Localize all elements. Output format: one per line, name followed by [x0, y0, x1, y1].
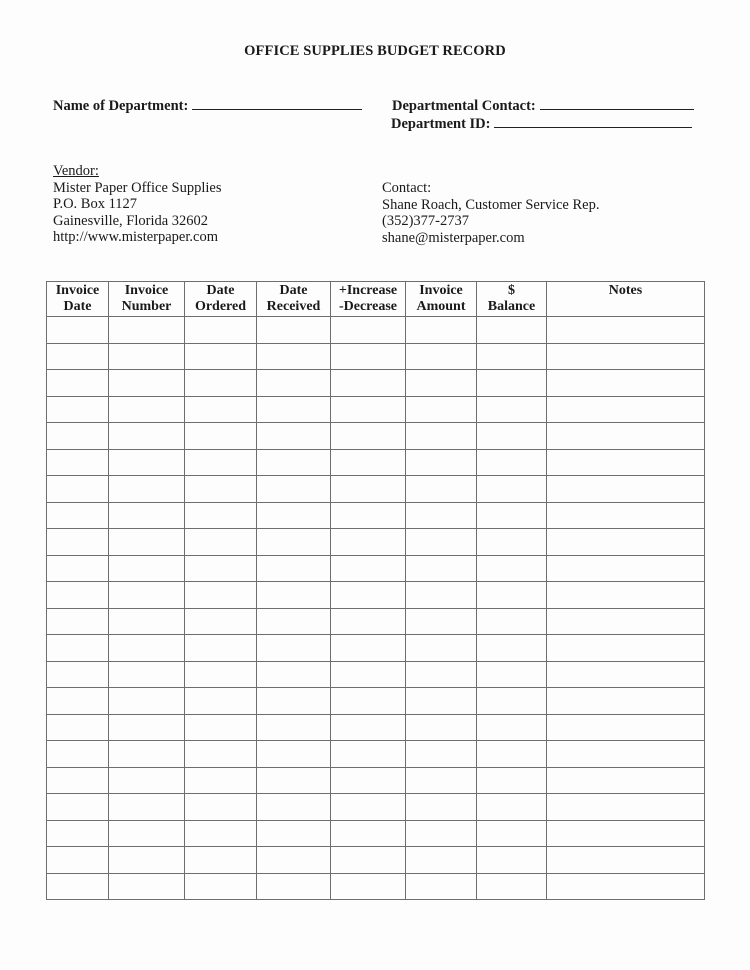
cell-invoice-number[interactable] [109, 794, 185, 821]
cell-invoice-number[interactable] [109, 555, 185, 582]
cell-date-received[interactable] [257, 555, 331, 582]
cell-date-received[interactable] [257, 476, 331, 503]
cell-balance[interactable] [477, 608, 547, 635]
cell-increase-decrease[interactable] [331, 635, 406, 662]
cell-balance[interactable] [477, 661, 547, 688]
table-row [47, 794, 705, 821]
cell-invoice-number[interactable] [109, 714, 185, 741]
cell-invoice-amount[interactable] [406, 529, 477, 556]
vendor-address-line1: P.O. Box 1127 [53, 196, 138, 212]
cell-date-received[interactable] [257, 449, 331, 476]
cell-date-received[interactable] [257, 714, 331, 741]
cell-notes[interactable] [547, 396, 705, 423]
cell-invoice-amount[interactable] [406, 661, 477, 688]
cell-date-ordered[interactable] [185, 423, 257, 450]
column-header-invoice-date: Invoice Date [47, 282, 109, 317]
cell-balance[interactable] [477, 502, 547, 529]
cell-increase-decrease[interactable] [331, 449, 406, 476]
cell-balance[interactable] [477, 873, 547, 900]
cell-date-ordered[interactable] [185, 396, 257, 423]
cell-increase-decrease[interactable] [331, 476, 406, 503]
cell-notes[interactable] [547, 555, 705, 582]
table-row [47, 317, 705, 344]
cell-increase-decrease[interactable] [331, 847, 406, 874]
cell-date-ordered[interactable] [185, 502, 257, 529]
cell-date-ordered[interactable] [185, 555, 257, 582]
cell-invoice-number[interactable] [109, 449, 185, 476]
table-row [47, 555, 705, 582]
table-row [47, 741, 705, 768]
cell-date-ordered[interactable] [185, 449, 257, 476]
cell-invoice-amount[interactable] [406, 873, 477, 900]
cell-increase-decrease[interactable] [331, 502, 406, 529]
cell-increase-decrease[interactable] [331, 820, 406, 847]
column-header-balance: $ Balance [477, 282, 547, 317]
cell-increase-decrease[interactable] [331, 688, 406, 715]
cell-balance[interactable] [477, 635, 547, 662]
cell-date-received[interactable] [257, 847, 331, 874]
cell-invoice-date[interactable] [47, 820, 109, 847]
cell-invoice-number[interactable] [109, 476, 185, 503]
table-row [47, 608, 705, 635]
cell-invoice-date[interactable] [47, 317, 109, 344]
department-id-field [391, 114, 692, 133]
cell-date-ordered[interactable] [185, 847, 257, 874]
cell-invoice-number[interactable] [109, 608, 185, 635]
table-row [47, 502, 705, 529]
cell-date-received[interactable] [257, 582, 331, 609]
cell-date-received[interactable] [257, 502, 331, 529]
cell-invoice-amount[interactable] [406, 794, 477, 821]
table-row [47, 688, 705, 715]
cell-invoice-date[interactable] [47, 555, 109, 582]
cell-increase-decrease[interactable] [331, 317, 406, 344]
table-row [47, 370, 705, 397]
table-row [47, 661, 705, 688]
cell-invoice-amount[interactable] [406, 370, 477, 397]
table-row [47, 423, 705, 450]
cell-invoice-amount[interactable] [406, 608, 477, 635]
cell-invoice-number[interactable] [109, 423, 185, 450]
cell-notes[interactable] [547, 582, 705, 609]
cell-invoice-amount[interactable] [406, 820, 477, 847]
table-body [47, 317, 705, 900]
vendor-name: Mister Paper Office Supplies [53, 179, 222, 196]
cell-date-received[interactable] [257, 608, 331, 635]
cell-invoice-number[interactable] [109, 820, 185, 847]
cell-balance[interactable] [477, 529, 547, 556]
cell-notes[interactable] [547, 608, 705, 635]
cell-increase-decrease[interactable] [331, 423, 406, 450]
cell-date-ordered[interactable] [185, 794, 257, 821]
cell-invoice-number[interactable] [109, 688, 185, 715]
table-row [47, 449, 705, 476]
cell-date-received[interactable] [257, 423, 331, 450]
contact-email: shane@misterpaper.com [382, 229, 525, 246]
cell-date-ordered[interactable] [185, 608, 257, 635]
cell-increase-decrease[interactable] [331, 582, 406, 609]
cell-notes[interactable] [547, 741, 705, 768]
cell-increase-decrease[interactable] [331, 714, 406, 741]
table-row [47, 714, 705, 741]
cell-invoice-number[interactable] [109, 661, 185, 688]
cell-increase-decrease[interactable] [331, 529, 406, 556]
departmental-contact-label: Departmental Contact: [392, 98, 536, 114]
vendor-heading: Vendor: [53, 163, 99, 179]
cell-invoice-amount[interactable] [406, 847, 477, 874]
cell-date-received[interactable] [257, 873, 331, 900]
cell-invoice-number[interactable] [109, 847, 185, 874]
cell-invoice-amount[interactable] [406, 423, 477, 450]
cell-date-received[interactable] [257, 529, 331, 556]
cell-invoice-number[interactable] [109, 741, 185, 768]
cell-balance[interactable] [477, 317, 547, 344]
cell-notes[interactable] [547, 794, 705, 821]
cell-invoice-amount[interactable] [406, 767, 477, 794]
cell-balance[interactable] [477, 476, 547, 503]
cell-date-ordered[interactable] [185, 529, 257, 556]
vendor-website: http://www.misterpaper.com [53, 229, 218, 245]
cell-invoice-amount[interactable] [406, 449, 477, 476]
cell-date-ordered[interactable] [185, 343, 257, 370]
cell-balance[interactable] [477, 343, 547, 370]
cell-date-ordered[interactable] [185, 317, 257, 344]
cell-invoice-number[interactable] [109, 343, 185, 370]
cell-date-ordered[interactable] [185, 635, 257, 662]
cell-invoice-date[interactable] [47, 688, 109, 715]
cell-invoice-number[interactable] [109, 370, 185, 397]
cell-invoice-amount[interactable] [406, 582, 477, 609]
contact-block [382, 180, 599, 246]
departmental-contact-input[interactable] [540, 96, 694, 110]
cell-date-received[interactable] [257, 688, 331, 715]
column-header-notes: Notes [547, 282, 705, 317]
column-header-increase-decrease: +Increase -Decrease [331, 282, 406, 317]
cell-increase-decrease[interactable] [331, 370, 406, 397]
cell-notes[interactable] [547, 714, 705, 741]
cell-date-ordered[interactable] [185, 688, 257, 715]
table-row [47, 873, 705, 900]
cell-notes[interactable] [547, 343, 705, 370]
cell-invoice-date[interactable] [47, 502, 109, 529]
cell-date-received[interactable] [257, 820, 331, 847]
cell-invoice-date[interactable] [47, 794, 109, 821]
cell-notes[interactable] [547, 688, 705, 715]
cell-increase-decrease[interactable] [331, 661, 406, 688]
cell-notes[interactable] [547, 502, 705, 529]
cell-invoice-date[interactable] [47, 343, 109, 370]
cell-invoice-date[interactable] [47, 767, 109, 794]
cell-invoice-number[interactable] [109, 767, 185, 794]
cell-date-received[interactable] [257, 767, 331, 794]
cell-date-received[interactable] [257, 741, 331, 768]
column-header-invoice-number: Invoice Number [109, 282, 185, 317]
cell-invoice-date[interactable] [47, 582, 109, 609]
cell-invoice-date[interactable] [47, 741, 109, 768]
cell-invoice-amount[interactable] [406, 555, 477, 582]
cell-balance[interactable] [477, 688, 547, 715]
cell-invoice-amount[interactable] [406, 476, 477, 503]
table-row [47, 767, 705, 794]
cell-balance[interactable] [477, 396, 547, 423]
cell-date-ordered[interactable] [185, 714, 257, 741]
vendor-block [53, 163, 221, 246]
table-row [47, 635, 705, 662]
cell-invoice-number[interactable] [109, 396, 185, 423]
cell-notes[interactable] [547, 847, 705, 874]
cell-date-received[interactable] [257, 794, 331, 821]
table-row [47, 396, 705, 423]
cell-increase-decrease[interactable] [331, 396, 406, 423]
cell-date-ordered[interactable] [185, 741, 257, 768]
cell-invoice-date[interactable] [47, 423, 109, 450]
cell-invoice-date[interactable] [47, 449, 109, 476]
cell-balance[interactable] [477, 582, 547, 609]
cell-invoice-date[interactable] [47, 635, 109, 662]
cell-invoice-number[interactable] [109, 582, 185, 609]
cell-invoice-amount[interactable] [406, 741, 477, 768]
cell-date-received[interactable] [257, 396, 331, 423]
table-row [47, 820, 705, 847]
column-header-date-ordered: Date Ordered [185, 282, 257, 317]
vendor-address-line2: Gainesville, Florida 32602 [53, 212, 209, 229]
cell-balance[interactable] [477, 794, 547, 821]
cell-invoice-date[interactable] [47, 873, 109, 900]
department-id-input[interactable] [494, 114, 692, 128]
cell-notes[interactable] [547, 529, 705, 556]
cell-date-ordered[interactable] [185, 661, 257, 688]
table-header-row [47, 282, 705, 317]
cell-notes[interactable] [547, 873, 705, 900]
cell-invoice-date[interactable] [47, 476, 109, 503]
cell-date-ordered[interactable] [185, 767, 257, 794]
cell-date-ordered[interactable] [185, 476, 257, 503]
cell-invoice-date[interactable] [47, 396, 109, 423]
table-row [47, 343, 705, 370]
cell-invoice-amount[interactable] [406, 317, 477, 344]
table-row [47, 476, 705, 503]
table-row [47, 847, 705, 874]
contact-heading: Contact: [382, 180, 432, 196]
cell-invoice-date[interactable] [47, 847, 109, 874]
cell-invoice-amount[interactable] [406, 343, 477, 370]
cell-invoice-number[interactable] [109, 317, 185, 344]
cell-balance[interactable] [477, 423, 547, 450]
table-row [47, 582, 705, 609]
department-name-field [53, 96, 362, 115]
departmental-contact-field [392, 96, 694, 115]
department-name-input[interactable] [192, 96, 362, 110]
department-id-label: Department ID: [391, 116, 491, 132]
cell-balance[interactable] [477, 767, 547, 794]
cell-invoice-amount[interactable] [406, 714, 477, 741]
cell-date-received[interactable] [257, 661, 331, 688]
cell-date-received[interactable] [257, 635, 331, 662]
cell-date-received[interactable] [257, 317, 331, 344]
cell-invoice-date[interactable] [47, 529, 109, 556]
department-name-label: Name of Department: [53, 98, 189, 114]
cell-invoice-amount[interactable] [406, 635, 477, 662]
table-row [47, 529, 705, 556]
column-header-date-received: Date Received [257, 282, 331, 317]
contact-phone: (352)377-2737 [382, 213, 469, 229]
cell-balance[interactable] [477, 555, 547, 582]
budget-record-table [46, 281, 705, 900]
cell-increase-decrease[interactable] [331, 767, 406, 794]
cell-invoice-number[interactable] [109, 635, 185, 662]
cell-balance[interactable] [477, 820, 547, 847]
cell-invoice-number[interactable] [109, 873, 185, 900]
cell-date-received[interactable] [257, 370, 331, 397]
cell-increase-decrease[interactable] [331, 608, 406, 635]
cell-notes[interactable] [547, 449, 705, 476]
cell-date-received[interactable] [257, 343, 331, 370]
column-header-invoice-amount: Invoice Amount [406, 282, 477, 317]
cell-increase-decrease[interactable] [331, 555, 406, 582]
cell-balance[interactable] [477, 370, 547, 397]
cell-invoice-date[interactable] [47, 714, 109, 741]
cell-balance[interactable] [477, 847, 547, 874]
cell-date-ordered[interactable] [185, 370, 257, 397]
cell-notes[interactable] [547, 476, 705, 503]
cell-notes[interactable] [547, 767, 705, 794]
cell-balance[interactable] [477, 449, 547, 476]
cell-invoice-date[interactable] [47, 661, 109, 688]
cell-invoice-number[interactable] [109, 529, 185, 556]
cell-increase-decrease[interactable] [331, 873, 406, 900]
cell-notes[interactable] [547, 317, 705, 344]
cell-date-ordered[interactable] [185, 820, 257, 847]
cell-increase-decrease[interactable] [331, 343, 406, 370]
cell-balance[interactable] [477, 714, 547, 741]
cell-invoice-amount[interactable] [406, 688, 477, 715]
page-title: OFFICE SUPPLIES BUDGET RECORD [244, 43, 506, 59]
cell-notes[interactable] [547, 370, 705, 397]
cell-notes[interactable] [547, 661, 705, 688]
cell-balance[interactable] [477, 741, 547, 768]
cell-invoice-number[interactable] [109, 502, 185, 529]
cell-date-ordered[interactable] [185, 873, 257, 900]
cell-invoice-amount[interactable] [406, 502, 477, 529]
cell-invoice-amount[interactable] [406, 396, 477, 423]
contact-name: Shane Roach, Customer Service Rep. [382, 196, 600, 213]
cell-invoice-date[interactable] [47, 370, 109, 397]
cell-increase-decrease[interactable] [331, 794, 406, 821]
cell-date-ordered[interactable] [185, 582, 257, 609]
cell-invoice-date[interactable] [47, 608, 109, 635]
cell-notes[interactable] [547, 635, 705, 662]
cell-increase-decrease[interactable] [331, 741, 406, 768]
cell-notes[interactable] [547, 820, 705, 847]
cell-notes[interactable] [547, 423, 705, 450]
